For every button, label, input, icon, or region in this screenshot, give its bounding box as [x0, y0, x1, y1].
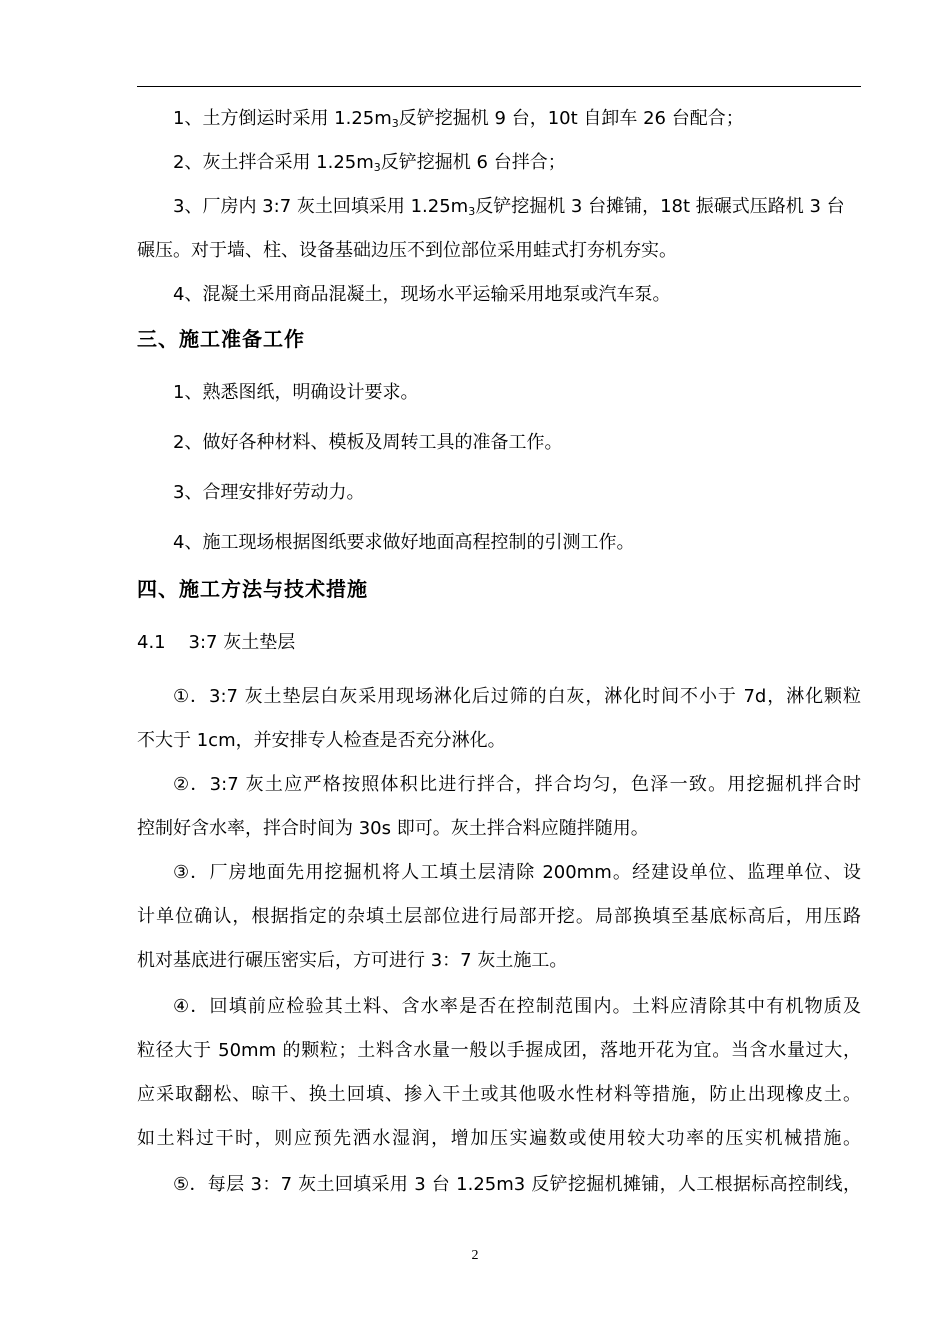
subscript: 3: [373, 161, 381, 174]
paragraph-line: 碾压。对于墙、柱、设备基础边压不到位部位采用蛙式打夯机夯实。: [137, 240, 677, 261]
list-item: 3、合理安排好劳动力。: [173, 482, 365, 503]
paragraph-line: 应采取翻松、晾干、换土回填、掺入干土或其他吸水性材料等措施，防止出现橡皮土。: [137, 1084, 861, 1105]
list-item: 4、施工现场根据图纸要求做好地面高程控制的引测工作。: [173, 532, 635, 553]
paragraph-line: 控制好含水率，拌合时间为 30s 即可。灰土拌合料应随拌随用。: [137, 818, 649, 839]
subscript: 3: [468, 205, 476, 218]
paragraph-line: 机对基底进行碾压密实后，方可进行 3：7 灰土施工。: [137, 950, 568, 971]
paragraph-line: 2、灰土拌合采用 $1.25m_3$反铲挖掘机 6 台拌合；: [173, 152, 566, 174]
paragraph-line: 计单位确认，根据指定的杂填土层部位进行局部开挖。局部换填至基底标高后，用压路: [137, 906, 861, 927]
page-number: 2: [471, 1248, 479, 1263]
section-heading: 三、施工准备工作: [137, 327, 305, 351]
paragraph-line: ⑤．每层 3：7 灰土回填采用 3 台 1.25m3 反铲挖掘机摊铺，人工根据标高控制线，: [173, 1174, 861, 1195]
header-rule: [137, 86, 861, 87]
paragraph-line: 不大于 1cm，并安排专人检查是否充分淋化。: [137, 730, 506, 751]
subsection-heading: 4.1 3:7 灰土垫层: [137, 632, 296, 653]
paragraph-line: 4、混凝土采用商品混凝土，现场水平运输采用地泵或汽车泵。: [173, 284, 671, 305]
paragraph-line: ③．厂房地面先用挖掘机将人工填土层清除 200mm。经建设单位、监理单位、设: [173, 862, 861, 883]
paragraph-line: 3、厂房内 3:7 灰土回填采用 $1.25m_3$反铲挖掘机 3 台摊铺，18t 振碾式压路机 3 台: [173, 196, 845, 218]
paragraph-line: ①．3:7 灰土垫层白灰采用现场淋化后过筛的白灰，淋化时间不小于 7d，淋化颗粒: [173, 686, 861, 707]
subscript: 3: [391, 117, 399, 130]
list-item: 2、做好各种材料、模板及周转工具的准备工作。: [173, 432, 563, 453]
paragraph-line: ②．3:7 灰土应严格按照体积比进行拌合，拌合均匀，色泽一致。用挖掘机拌合时: [173, 774, 861, 795]
paragraph-line: 粒径大于 50mm 的颗粒；土料含水量一般以手握成团，落地开花为宜。当含水量过大，: [137, 1040, 861, 1061]
paragraph-line: 1、土方倒运时采用 $1.25m_3$反铲挖掘机 9 台，10t 自卸车 26 台配合；: [173, 108, 744, 130]
paragraph-line: 如土料过干时，则应预先洒水湿润，增加压实遍数或使用较大功率的压实机械措施。: [137, 1128, 861, 1149]
section-heading: 四、施工方法与技术措施: [137, 577, 368, 601]
list-item: 1、熟悉图纸，明确设计要求。: [173, 382, 419, 403]
paragraph-line: ④．回填前应检验其土料、含水率是否在控制范围内。土料应清除其中有机物质及: [173, 996, 861, 1017]
